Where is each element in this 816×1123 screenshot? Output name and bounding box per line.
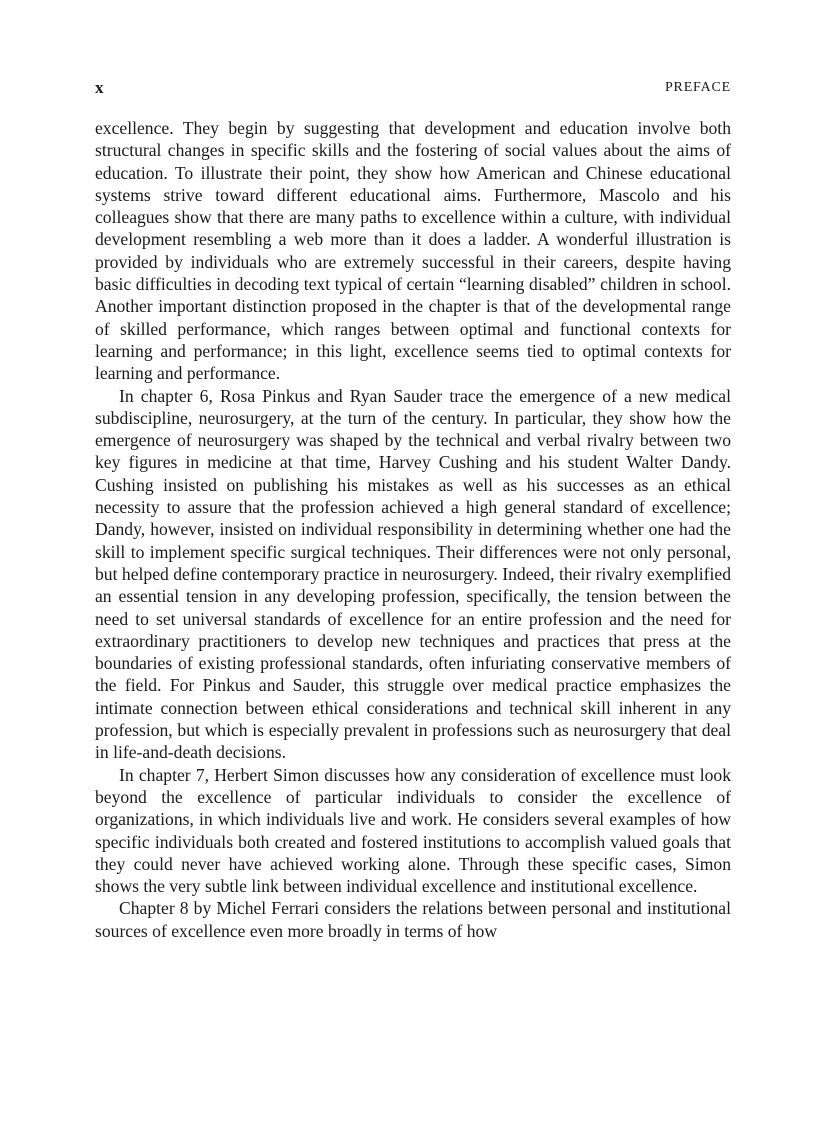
paragraph-chapter-8: Chapter 8 by Michel Ferrari considers the relations between personal and institutional sources of excellence even more broadly in terms of how bbox=[95, 898, 731, 941]
paragraph-continuation: excellence. They begin by suggesting that development and education involve both structural changes in specific skills and the fostering of social values about the aims of education. To illustrate their point, they show how American and Chinese educational systems strive toward different educational aims. Furthermore, Mascolo and his colleagues show that there are many paths to excellence within a culture, with individual development resembling a web more than it does a ladder. A wonderful illustration is provided by individuals who are extremely successful in their careers, despite having basic difficulties in decoding text typical of certain “learning disabled” children in school. Another important distinction proposed in the chapter is that of the developmental range of skilled performance, which ranges between optimal and functional contexts for learning and performance; in this light, excellence seems tied to optimal contexts for learning and performance. bbox=[95, 118, 731, 384]
body-text bbox=[95, 117, 731, 942]
paragraph-chapter-7: In chapter 7, Herbert Simon discusses how any consideration of excellence must look beyond the excellence of particular individuals to consider the excellence of organizations, in which individuals live and work. He considers several examples of how specific individuals both created and fostered institutions to accomplish valued goals that they could never have achieved working alone. Through these specific cases, Simon shows the very subtle link between individual excellence and institutional excellence. bbox=[95, 764, 731, 897]
page-number: x bbox=[95, 78, 104, 97]
paragraph-chapter-6: In chapter 6, Rosa Pinkus and Ryan Sauder trace the emergence of a new medical subdiscipline, neurosurgery, at the turn of the century. In particular, they show how the emergence of neurosurgery was shaped by the technical and verbal rivalry between two key figures in medicine at that time, Harvey Cushing and his student Walter Dandy. Cushing insisted on publishing his mistakes as well as his successes as an ethical necessity to assure that the profession achieved a high general standard of excellence; Dandy, however, insisted on individual responsibility in determining whether one had the skill to implement specific surgical techniques. Their differences were not only personal, but helped define contemporary practice in neurosurgery. Indeed, their rivalry exemplified an essential tension in any developing profession, specifically, the tension between the need to set universal standards of excellence for an entire profession and the need for extraordinary practitioners to develop new techniques and practices that press at the boundaries of existing professional standards, often infuriating conservative members of the field. For Pinkus and Sauder, this struggle over medical practice emphasizes the intimate connection between ethical considerations and technical skill inherent in any profession, but which is especially prevalent in professions such as neurosurgery that deal in life-and-death decisions. bbox=[95, 385, 731, 763]
running-head: PREFACE bbox=[664, 80, 731, 95]
page-header bbox=[95, 78, 731, 100]
